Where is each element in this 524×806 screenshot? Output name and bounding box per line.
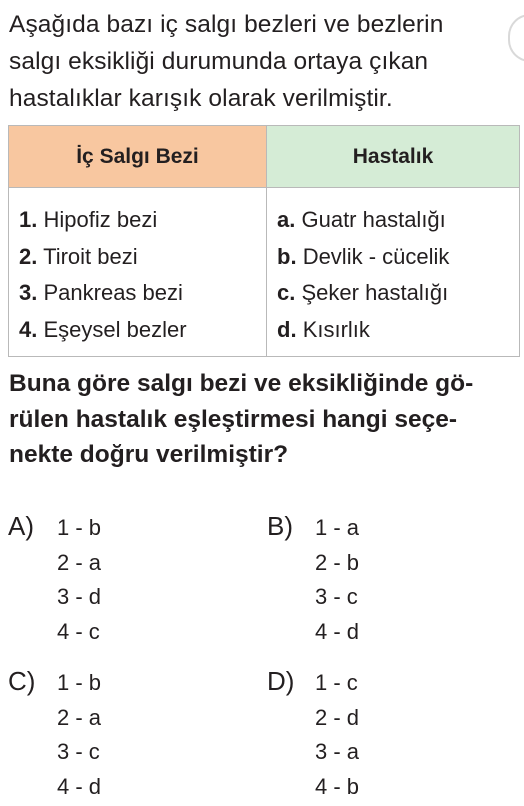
header-gland: İç Salgı Bezi: [9, 126, 267, 188]
intro-text: [9, 6, 519, 117]
gland-name: Eşeysel bezler: [43, 317, 186, 342]
option-pair: 4 - d: [57, 772, 101, 806]
disease-name: Şeker hastalığı: [301, 280, 448, 305]
question-line: Buna göre salgı bezi ve eksikliğinde gö-: [9, 366, 521, 402]
option-pairs: [57, 668, 101, 806]
option-letter: C): [8, 666, 35, 696]
option-letter: A): [8, 511, 34, 541]
disease-name: Guatr hastalığı: [301, 207, 445, 232]
gland-item: [19, 275, 266, 312]
option-pair: 1 - c: [315, 668, 359, 703]
intro-line: salgı eksikliği durumunda ortaya çıkan: [9, 43, 519, 80]
option-pair: 1 - b: [57, 668, 101, 703]
option-pair: 3 - d: [57, 582, 101, 617]
matching-table: [8, 125, 520, 357]
option-letter: D): [267, 666, 294, 696]
option-pair: 4 - d: [315, 617, 359, 652]
disease-list: [267, 188, 520, 357]
gland-list: [9, 188, 267, 357]
gland-number: 1.: [19, 207, 37, 232]
disease-letter: b.: [277, 244, 297, 269]
gland-number: 2.: [19, 244, 37, 269]
disease-letter: c.: [277, 280, 295, 305]
option-pair: 2 - d: [315, 703, 359, 738]
gland-name: Hipofiz bezi: [43, 207, 157, 232]
gland-number: 4.: [19, 317, 37, 342]
option-pair: 3 - c: [57, 737, 101, 772]
option-pair: 2 - a: [57, 548, 101, 583]
disease-name: Kısırlık: [303, 317, 370, 342]
disease-item: [277, 202, 519, 239]
option-pair: 1 - b: [57, 513, 101, 548]
table-row: [9, 188, 520, 357]
intro-line: Aşağıda bazı iç salgı bezleri ve bezlerin: [9, 6, 519, 43]
option-letter: B): [267, 511, 293, 541]
option-pair: 3 - c: [315, 582, 359, 617]
option-pairs: [315, 668, 359, 806]
question-line: nekte doğru verilmiştir?: [9, 437, 521, 473]
option-pair: 2 - a: [57, 703, 101, 738]
gland-number: 3.: [19, 280, 37, 305]
gland-item: [19, 239, 266, 276]
gland-name: Tiroit bezi: [43, 244, 138, 269]
header-disease: Hastalık: [267, 126, 520, 188]
intro-line: hastalıklar karışık olarak verilmiştir.: [9, 80, 519, 117]
disease-name: Devlik - cücelik: [303, 244, 450, 269]
option-pairs: [315, 513, 359, 651]
question-line: rülen hastalık eşleştirmesi hangi seçe-: [9, 402, 521, 438]
question-text: [9, 366, 521, 473]
option-pair: 4 - c: [57, 617, 101, 652]
disease-item: [277, 312, 519, 349]
option-pair: 4 - b: [315, 772, 359, 806]
disease-letter: d.: [277, 317, 297, 342]
gland-name: Pankreas bezi: [43, 280, 182, 305]
option-pairs: [57, 513, 101, 651]
option-pair: 1 - a: [315, 513, 359, 548]
disease-item: [277, 275, 519, 312]
table-header-row: [9, 126, 520, 188]
gland-item: [19, 312, 266, 349]
option-pair: 3 - a: [315, 737, 359, 772]
disease-item: [277, 239, 519, 276]
option-pair: 2 - b: [315, 548, 359, 583]
disease-letter: a.: [277, 207, 295, 232]
gland-item: [19, 202, 266, 239]
